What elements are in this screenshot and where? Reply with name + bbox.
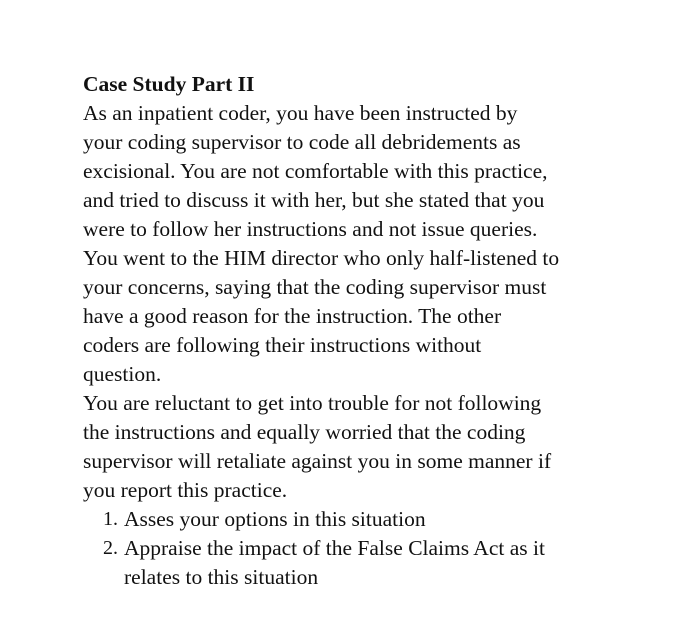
paragraph-line: and tried to discuss it with her, but she stated that you [83,188,545,212]
paragraph-line: have a good reason for the instruction. The other [83,304,502,328]
paragraph-line: question. [83,362,162,386]
paragraph-line: your concerns, saying that the coding supervisor must [83,275,547,299]
paragraph-line: You went to the HIM director who only half-listened to [83,246,560,270]
paragraph-line: the instructions and equally worried that the coding [83,420,526,444]
question-line: relates to this situation [124,565,319,589]
question-item [83,505,643,534]
paragraph-line: your coding supervisor to code all debridements as [83,130,521,154]
question-line: Asses your options in this situation [124,507,426,531]
paragraph-line: As an inpatient coder, you have been instructed by [83,101,518,125]
case-study-title: Case Study Part II [83,72,255,96]
paragraph-line: you report this practice. [83,478,288,502]
paragraph-line: excisional. You are not comfortable with this practice, [83,159,548,183]
scenario-paragraph [83,99,643,389]
question-list [83,505,643,592]
question-number: 2. [103,537,118,559]
paragraph-line: were to follow her instructions and not issue queries. [83,217,538,241]
paragraph-line: You are reluctant to get into trouble for not following [83,391,542,415]
question-item [83,534,643,592]
question-number: 1. [103,508,118,530]
paragraph-line: supervisor will retaliate against you in some manner if [83,449,552,473]
question-line: Appraise the impact of the False Claims Act as it [124,536,545,560]
concern-paragraph [83,389,643,505]
paragraph-line: coders are following their instructions without [83,333,482,357]
case-study-document [83,70,643,592]
